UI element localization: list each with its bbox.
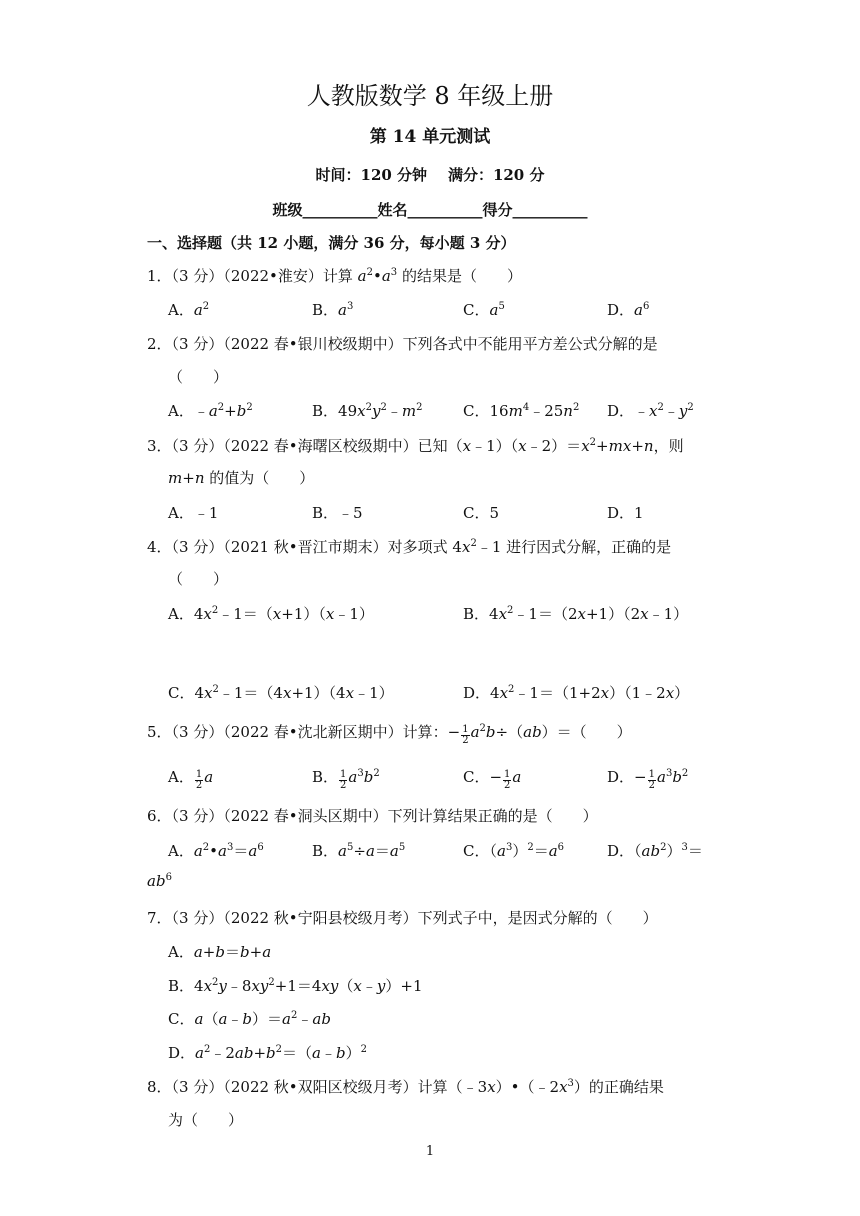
q7-option-a: A．a+b＝b+a — [168, 943, 272, 961]
q5-option-b: B． $\frac{1}{2}$ $a^3b^2$ — [312, 768, 380, 791]
q3-option-c: C．5 — [463, 504, 500, 522]
question-2-stem-line2: （ ） — [168, 368, 229, 386]
q4-option-c: C．$4x^2﹣1=(4x+1)(4x﹣1)$ — [168, 684, 394, 702]
time-score-info: 时间：120 分钟 满分：120 分 — [315, 166, 545, 184]
q3-option-d: D．1 — [607, 504, 644, 522]
question-4-stem-line1: 4．（3 分）（2021 秋•晋江市期末）对多项式 $4x^2﹣1$ 进行因式分解，正确的是 — [147, 538, 672, 556]
section-title: 一、选择题（共 12 小题，满分 36 分，每小题 3 分） — [147, 234, 516, 252]
q5-option-d: D．− $\frac{1}{2}$ $a^3b^2$ — [607, 768, 689, 791]
question-2-stem-line1: 2．（3 分）（2022 春•银川校级期中）下列各式中不能用平方差公式分解的是 — [147, 335, 658, 353]
question-6-stem: 6．（3 分）（2022 春•洞头区期中）下列计算结果正确的是（ ） — [147, 807, 598, 825]
question-1-stem: 1．（3 分）（2022•淮安）计算 $a^2•a^3$ 的结果是（ ） — [147, 267, 522, 285]
question-7-stem: 7．（3 分）（2022 秋•宁阳县校级月考）下列式子中，是因式分解的（ ） — [147, 909, 658, 927]
q1-option-d: D．$a^6$ — [607, 301, 650, 319]
q5-option-c: C．− $\frac{1}{2}$ a — [463, 768, 522, 791]
q2-option-c: C．$16m^4﹣25n^2$ — [463, 402, 580, 420]
q7-option-b: B．$4x^2y﹣8xy^2+1=4xy(x﹣y)+1$ — [168, 977, 423, 995]
question-3-stem-line1: 3．（3 分）（2022 春•海曙区校级期中）已知$(x﹣1)(x﹣2)=x^2+mx+n$，则 — [147, 437, 684, 455]
q6-option-d: D．$(ab^2)^3=$ — [607, 842, 703, 860]
q1-option-c: C．$a^5$ — [463, 301, 505, 319]
q1-option-a: A．$a^2$ — [168, 301, 210, 319]
question-8-stem-line2: 为（ ） — [168, 1111, 244, 1129]
q6-option-c: C．$(a^3)^2=a^6$ — [463, 842, 565, 860]
question-5-stem: 5．（3 分）（2022 春•沈北新区期中）计算：− $\frac{1}{2}$ $a^2b\div(ab)=$（ ） — [147, 723, 632, 746]
page-number: 1 — [425, 1144, 435, 1159]
q6-option-b: B．$a^5\div a=a^5$ — [312, 842, 406, 860]
unit-subtitle: 第 14 单元测试 — [369, 127, 491, 147]
q2-option-b: B．$49x^2y^2﹣m^2$ — [312, 402, 423, 420]
q1-option-b: B．$a^3$ — [312, 301, 354, 319]
question-8-stem-line1: 8．（3 分）（2022 秋•双阳区校级月考）计算$(﹣3x)•(﹣2x^3)$的正确结果 — [147, 1078, 664, 1096]
q3-option-a: A．﹣1 — [168, 504, 219, 522]
q2-option-d: D．$﹣x^2﹣y^2$ — [607, 402, 694, 420]
q7-option-d: D．$a^2﹣2ab+b^2=(a﹣b)^2$ — [168, 1044, 368, 1062]
q4-option-d: D．$4x^2﹣1=(1+2x)(1﹣2x)$ — [463, 684, 690, 702]
q4-option-a: A．$4x^2﹣1=(x+1)(x﹣1)$ — [168, 605, 374, 623]
doc-title: 人教版数学 8 年级上册 — [306, 82, 554, 110]
q7-option-c: C．$a(a﹣b)=a^2﹣ab$ — [168, 1010, 331, 1028]
q6-option-a: A．$a^2•a^3=a^6$ — [168, 842, 264, 860]
q4-option-b: B．$4x^2﹣1=(2x+1)(2x﹣1)$ — [463, 605, 689, 623]
class-name-score-line: 班级__________姓名__________得分__________ — [272, 201, 588, 219]
question-4-stem-line2: （ ） — [168, 570, 229, 588]
q5-option-a: A． $\frac{1}{2}$ a — [168, 768, 214, 791]
q6-option-d-continuation: $ab^6$ — [147, 872, 172, 890]
q2-option-a: A．$﹣a^2+b^2$ — [168, 402, 253, 420]
q3-option-b: B．﹣5 — [312, 504, 363, 522]
question-3-stem-line2: m+n 的值为（ ） — [168, 469, 315, 487]
